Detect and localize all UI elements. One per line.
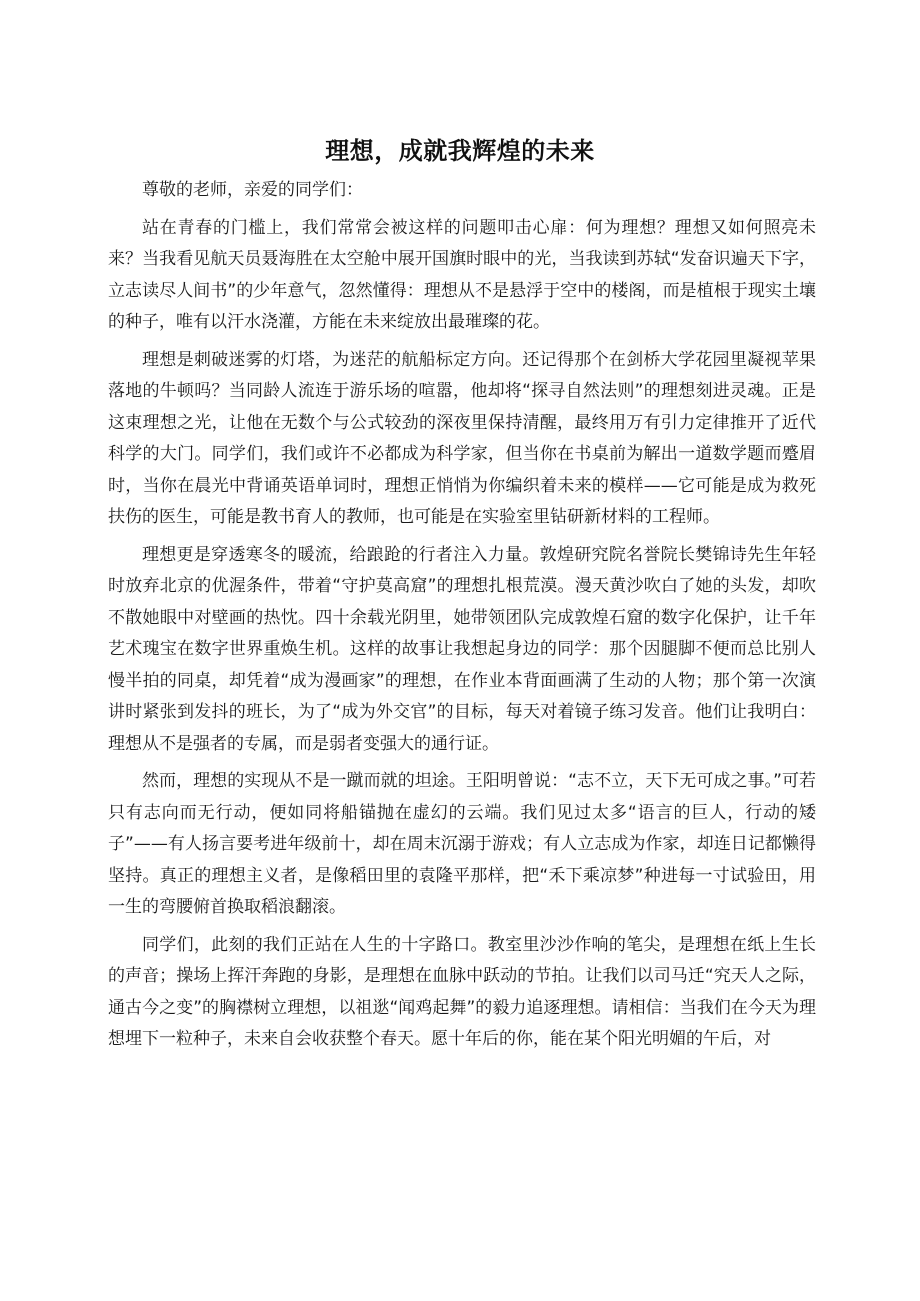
paragraph: 同学们，此刻的我们正站在人生的十字路口。教室里沙沙作响的笔尖，是理想在纸上生长的声音；操场上挥汗奔跑的身影，是理想在血脉中跃动的节拍。让我们以司马迁“究天人之际，通古今之变”的胸襟树立理想，以祖逖“闻鸡起舞”的毅力追逐理想。请相信：当我们在今天为理想埋下一粒种子，未来自会收获整个春天。愿十年后的你，能在某个阳光明媚的午后，对	[108, 934, 816, 1049]
paragraph: 站在青春的门槛上，我们常常会被这样的问题叩击心扉：何为理想？理想又如何照亮未来？当我看见航天员聂海胜在太空舱中展开国旗时眼中的光，当我读到苏轼“发奋识遍天下字，立志读尽人间书”的少年意气，忽然懂得：理想从不是悬浮于空中的楼阁，而是植根于现实土壤的种子，唯有以汗水浇灌，方能在未来绽放出最璀璨的花。	[108, 217, 816, 332]
document-body	[108, 175, 816, 1062]
paragraph: 理想更是穿透寒冬的暖流，给踉跄的行者注入力量。敦煌研究院名誉院长樊锦诗先生年轻时放弃北京的优渥条件，带着“守护莫高窟”的理想扎根荒漠。漫天黄沙吹白了她的头发，却吹不散她眼中对壁画的热忱。四十余载光阴里，她带领团队完成敦煌石窟的数字化保护，让千年艺术瑰宝在数字世界重焕生机。这样的故事让我想起身边的同学：那个因腿脚不便而总比别人慢半拍的同桌，却凭着“成为漫画家”的理想，在作业本背面画满了生动的人物；那个第一次演讲时紧张到发抖的班长，为了“成为外交官”的目标，每天对着镜子练习发音。他们让我明白：理想从不是强者的专属，而是弱者变强大的通行证。	[108, 544, 816, 754]
document-title: 理想，成就我辉煌的未来	[325, 137, 595, 166]
paragraph: 然而，理想的实现从不是一蹴而就的坦途。王阳明曾说：“志不立，天下无可成之事。”可若只有志向而无行动，便如同将船锚抛在虚幻的云端。我们见过太多“语言的巨人，行动的矮子”——有人扬言要考进年级前十，却在周末沉溺于游戏；有人立志成为作家，却连日记都懒得坚持。真正的理想主义者，是像稻田里的袁隆平那样，把“禾下乘凉梦”种进每一寸试验田，用一生的弯腰俯首换取稻浪翻滚。	[108, 771, 816, 917]
paragraph: 理想是刺破迷雾的灯塔，为迷茫的航船标定方向。还记得那个在剑桥大学花园里凝视苹果落地的牛顿吗？当同龄人流连于游乐场的喧嚣，他却将“探寻自然法则”的理想刻进灵魂。正是这束理想之光，让他在无数个与公式较劲的深夜里保持清醒，最终用万有引力定律推开了近代科学的大门。同学们，我们或许不必都成为科学家，但当你在书桌前为解出一道数学题而蹙眉时，当你在晨光中背诵英语单词时，理想正悄悄为你编织着未来的模样——它可能是成为救死扶伤的医生，可能是教书育人的教师，也可能是在实验室里钻研新材料的工程师。	[108, 349, 816, 527]
greeting: 尊敬的老师，亲爱的同学们：	[142, 180, 363, 200]
